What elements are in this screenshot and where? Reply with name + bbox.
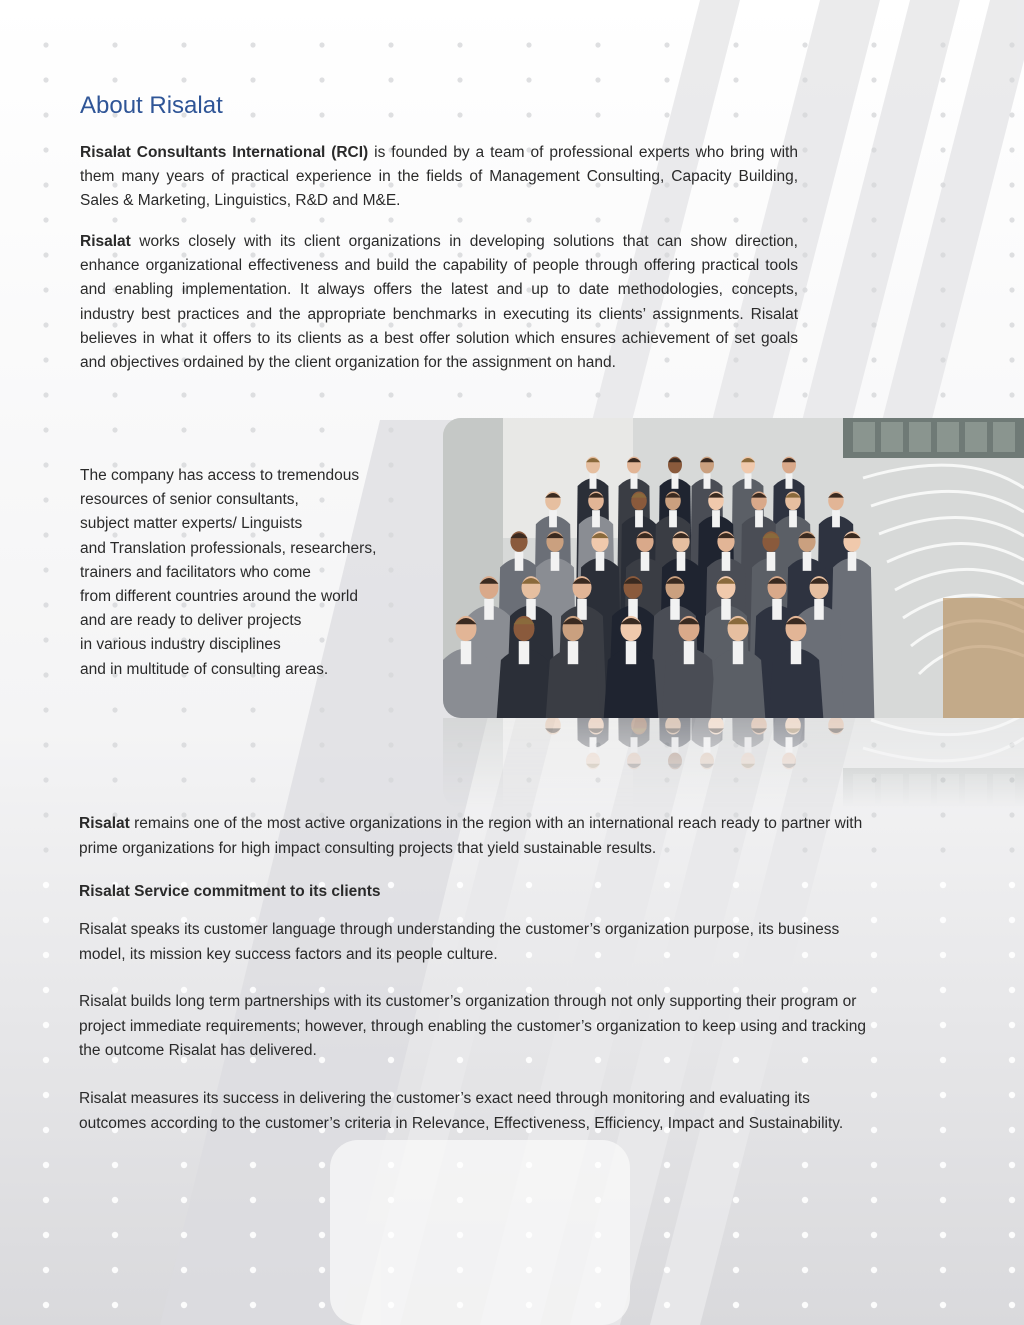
resources-line: in various industry disciplines (80, 636, 281, 654)
resources-text (80, 464, 425, 682)
reach-paragraph (79, 812, 879, 861)
approach-paragraph (80, 230, 798, 375)
resources-line: trainers and facilitators who come (80, 563, 311, 581)
commitment-heading: Risalat Service commitment to its clients (79, 883, 381, 900)
resources-line: and in multitude of consulting areas. (80, 660, 329, 678)
commitment-partnership-paragraph: Risalat builds long term partnerships with its customer’s organization through not only supporting their program or project immediate requirements; however, through enabling the customer’s organization to keep using and tracking the outcome Risalat has delivered. (79, 993, 866, 1060)
approach-text: works closely with its client organizations in developing solutions that can show direction, enhance organizational effectiveness and build the capability of people through offering practical tools and enabling implementation. It always offers the latest and up to date methodologies, concepts, industry best practices and the appropriate benchmarks in executing its clients’ assignments. Risalat believes in what it offers to its clients as a best offer solution which ensures achievement of set goals and objectives ordained by the client organization for the assignment on hand. (80, 233, 798, 372)
reach-text: remains one of the most active organizations in the region with an international reach ready to partner with prime organizations for high impact consulting projects that yield sustainable results. (79, 815, 863, 857)
intro-paragraph (80, 141, 798, 214)
reach-bold: Risalat (79, 815, 130, 832)
approach-bold: Risalat (80, 233, 131, 250)
resources-line: The company has access to tremendous (80, 467, 360, 484)
intro-text: is founded by a team of professional experts who bring with them many years of practical experience in the fields of Management Consulting, Capacity Building, Sales & Marketing, Linguistics, R&D and M&E. (80, 144, 798, 210)
resources-line: from different countries around the world (80, 588, 359, 606)
page-title: About Risalat (80, 92, 223, 119)
company-name: Risalat Consultants International (RCI) (80, 144, 369, 161)
resources-line: subject matter experts/ Linguists (80, 515, 303, 533)
resources-line: resources of senior consultants, (80, 491, 299, 509)
commitment-language-paragraph: Risalat speaks its customer language through understanding the customer’s organization purpose, its business model, its mission key success factors and its people culture. (79, 921, 840, 963)
resources-line: and Translation professionals, researchers, (80, 539, 377, 557)
team-photo-reflection (443, 718, 1024, 808)
commitment-measurement-paragraph: Risalat measures its success in delivering the customer’s exact need through monitoring and evaluating its outcomes according to the customer’s criteria in Relevance, Effectiveness, Efficiency, Impact and Sustainability. (79, 1090, 844, 1132)
resources-line: and are ready to deliver projects (80, 612, 302, 630)
team-photo (443, 418, 1024, 718)
